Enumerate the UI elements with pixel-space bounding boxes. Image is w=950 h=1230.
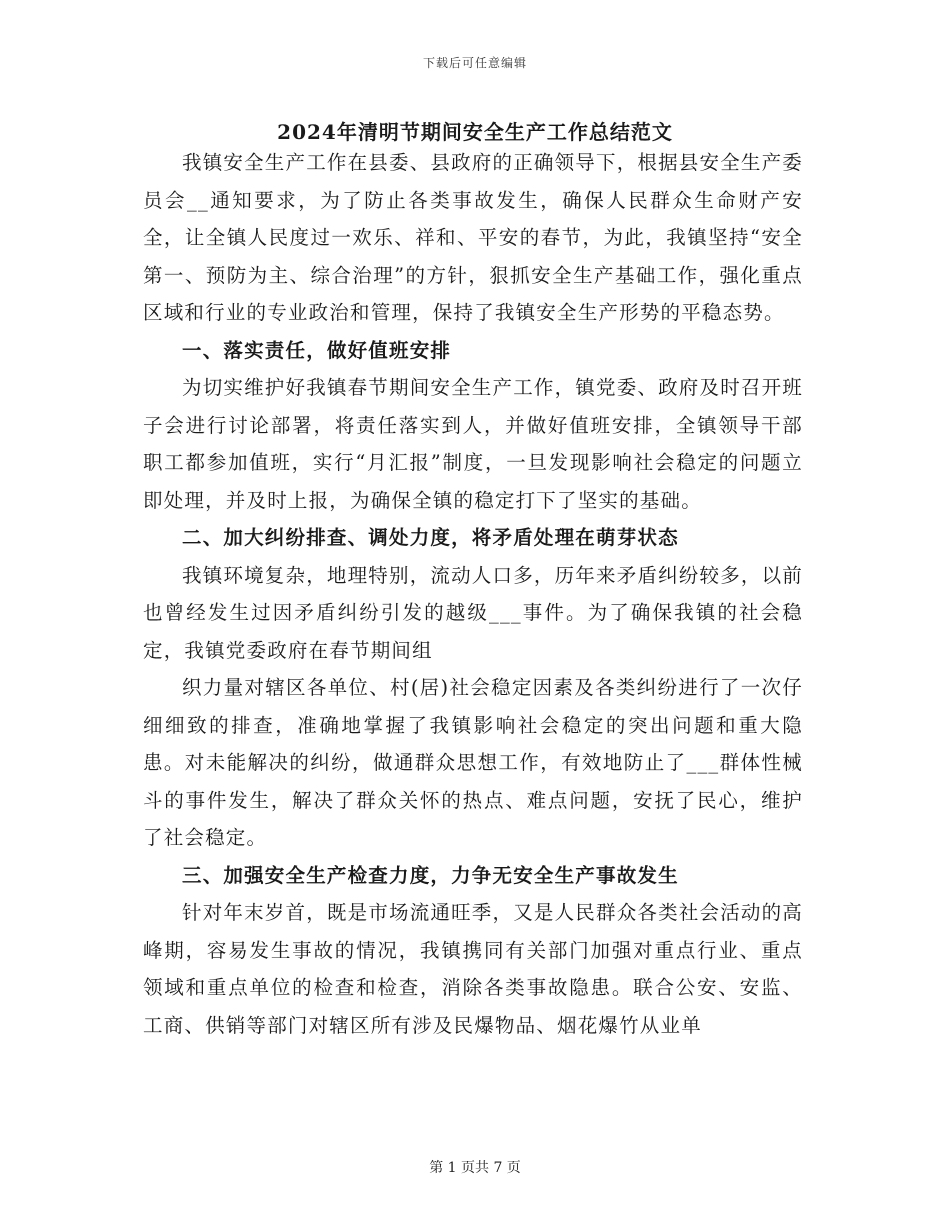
intro-paragraph: 我镇安全生产工作在县委、县政府的正确领导下，根据县安全生产委员会__通知要求，为了防止各类事故发生，确保人民群众生命财产安全，让全镇人民度过一欢乐、祥和、平安的春节，为此，我镇坚持“安全第一、预防为主、综合治理”的方针，狠抓安全生产基础工作，强化重点区域和行业的专业政治和管理，保持了我镇安全生产形势的平稳态势。: [143, 151, 804, 324]
page-number: 第 1 页共 7 页: [429, 1160, 521, 1176]
section-3-paragraph: 针对年末岁首，既是市场流通旺季，又是人民群众各类社会活动的高峰期，容易发生事故的情况，我镇携同有关部门加强对重点行业、重点领域和重点单位的检查和检查，消除各类事故隐患。联合公安、安监、工商、供销等部门对辖区所有涉及民爆物品、烟花爆竹从业单: [143, 901, 804, 1037]
section-3-heading: 三、加强安全生产检查力度，力争无安全生产事故发生: [182, 863, 679, 887]
section-2-heading: 二、加大纠纷排查、调处力度，将矛盾处理在萌芽状态: [182, 526, 679, 549]
document-body: [143, 144, 803, 1044]
download-note: 下载后可任意编辑: [422, 56, 527, 70]
document-title: 2024年清明节期间安全生产工作总结范文: [277, 120, 673, 144]
section-1-heading: 一、落实责任，做好值班安排: [182, 338, 452, 362]
section-2-paragraph-2: 织力量对辖区各单位、村(居)社会稳定因素及各类纠纷进行了一次仔细细致的排查，准确地掌握了我镇影响社会稳定的突出问题和重大隐患。对未能解决的纠纷，做通群众思想工作，有效地防止了___群体性械斗的事件发生，解决了群众关怀的热点、难点问题，安抚了民心，维护了社会稳定。: [143, 676, 803, 849]
section-2-paragraph-1: 我镇环境复杂，地理特别，流动人口多，历年来矛盾纠纷较多，以前也曾经发生过因矛盾纠纷引发的越级___事件。为了确保我镇的社会稳定，我镇党委政府在春节期间组: [143, 563, 804, 662]
section-1-paragraph: 为切实维护好我镇春节期间安全生产工作，镇党委、政府及时召开班子会进行讨论部署，将责任落实到人，并做好值班安排，全镇领导干部职工都参加值班，实行“月汇报”制度，一旦发现影响社会稳定的问题立即处理，并及时上报，为确保全镇的稳定打下了坚实的基础。: [143, 376, 804, 512]
